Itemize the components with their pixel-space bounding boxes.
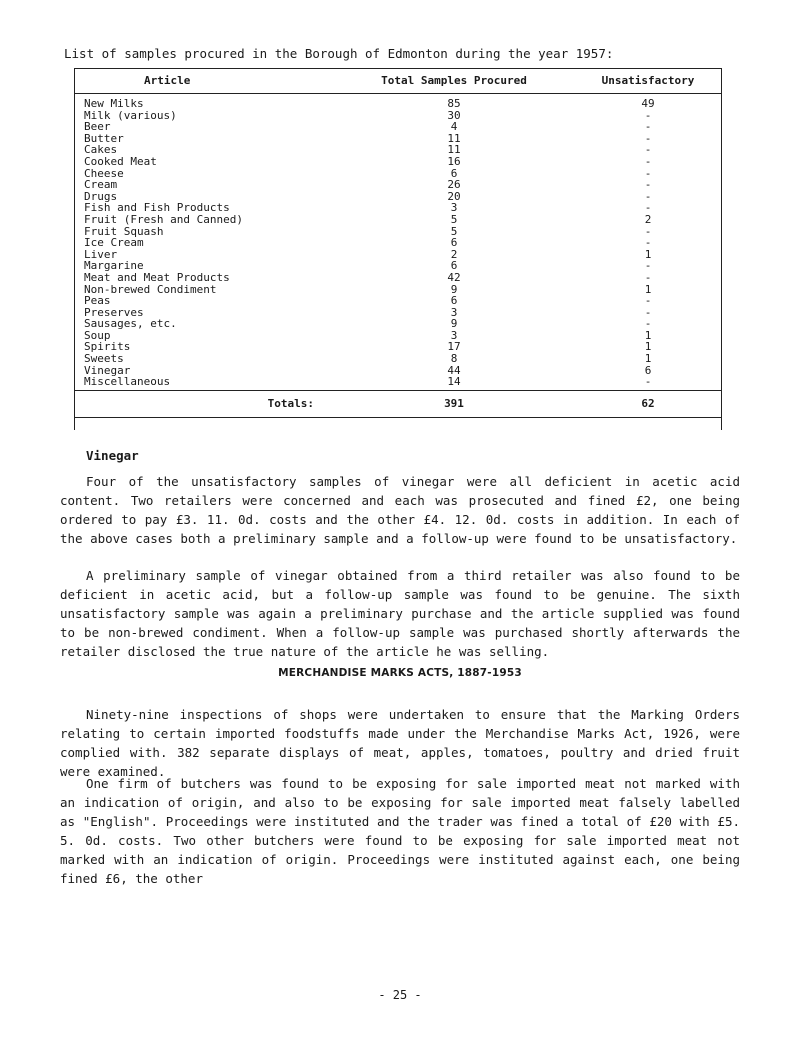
cell-unsatisfactory: - xyxy=(644,178,652,192)
cell-unsatisfactory: - xyxy=(644,270,652,284)
cell-unsatisfactory: - xyxy=(644,317,652,331)
merchandise-paragraph-1: Ninety-nine inspections of shops were undertaken to ensure that the Marking Orders relating to certain imported foodstuffs made under the Merchandise Marks Act, 1926, were complied with. 382 separate displays of meat, apples, tomatoes, poultry and dried fruit were examined. xyxy=(60,707,740,779)
table-row xyxy=(74,133,722,145)
cell-article: Fish and Fish Products xyxy=(84,201,230,215)
table-row xyxy=(74,156,722,168)
totals-label: Totals: xyxy=(74,390,334,417)
cell-unsatisfactory: 1 xyxy=(644,247,652,261)
cell-article: Soup xyxy=(84,328,111,342)
cell-unsatisfactory: - xyxy=(644,224,652,238)
cell-unsatisfactory: 6 xyxy=(644,363,652,377)
cell-total: 14 xyxy=(447,375,461,389)
table-header-row xyxy=(74,69,722,94)
table-row xyxy=(74,144,722,156)
cell-unsatisfactory: - xyxy=(644,120,652,134)
cell-unsatisfactory: - xyxy=(644,294,652,308)
table-row xyxy=(74,214,722,226)
cell-article: Cakes xyxy=(84,143,118,157)
cell-total: 5 xyxy=(450,224,458,238)
cell-total: 6 xyxy=(450,259,458,273)
header-total: Total Samples Procured xyxy=(334,69,574,94)
table-row xyxy=(74,376,722,390)
table-row xyxy=(74,249,722,261)
cell-total: 9 xyxy=(450,282,458,296)
cell-article: Milk (various) xyxy=(84,108,177,122)
cell-unsatisfactory: 2 xyxy=(644,212,652,226)
cell-article: Preserves xyxy=(84,305,144,319)
cell-unsatisfactory: - xyxy=(644,131,652,145)
totals-unsatisfactory: 62 xyxy=(574,390,722,417)
cell-article: Fruit (Fresh and Canned) xyxy=(84,212,243,226)
vinegar-paragraph-2: A preliminary sample of vinegar obtained from a third retailer was also found to be deficient in acetic acid, but a follow-up sample was found to be genuine. The sixth unsatisfactory sample was again a preliminary purchase and the article supplied was found to be non-brewed condiment. When a follow-up sample was purchased shortly afterwards the retailer disclosed the true nature of the article he was selling. xyxy=(60,568,740,659)
table-row xyxy=(74,168,722,180)
cell-article: Cheese xyxy=(84,166,124,180)
table-row xyxy=(74,353,722,365)
cell-article: Meat and Meat Products xyxy=(84,270,230,284)
cell-unsatisfactory: - xyxy=(644,154,652,168)
cell-article: New Milks xyxy=(84,97,144,110)
cell-total: 6 xyxy=(450,294,458,308)
cell-unsatisfactory: - xyxy=(644,143,652,157)
cell-total: 85 xyxy=(447,97,461,110)
cell-article: Peas xyxy=(84,294,111,308)
cell-total: 44 xyxy=(447,363,461,377)
merchandise-heading: MERCHANDISE MARKS ACTS, 1887-1953 xyxy=(278,667,522,679)
cell-unsatisfactory: - xyxy=(644,259,652,273)
intro-line: List of samples procured in the Borough of Edmonton during the year 1957: xyxy=(64,46,614,61)
table-row xyxy=(74,272,722,284)
cell-unsatisfactory: - xyxy=(644,201,652,215)
cell-total: 3 xyxy=(450,305,458,319)
cell-article: Cooked Meat xyxy=(84,154,157,168)
table-row xyxy=(74,295,722,307)
cell-article: Butter xyxy=(84,131,124,145)
cell-total: 8 xyxy=(450,352,458,366)
samples-table xyxy=(74,68,722,418)
cell-article: Liver xyxy=(84,247,118,261)
cell-unsatisfactory: 1 xyxy=(644,328,652,342)
header-article: Article xyxy=(74,69,334,94)
cell-total: 30 xyxy=(447,108,461,122)
table-row xyxy=(74,179,722,191)
cell-article: Margarine xyxy=(84,259,144,273)
cell-unsatisfactory: - xyxy=(644,305,652,319)
cell-unsatisfactory: - xyxy=(644,166,652,180)
cell-article: Spirits xyxy=(84,340,131,354)
cell-unsatisfactory: - xyxy=(644,375,652,389)
cell-article: Sausages, etc. xyxy=(84,317,177,331)
table-row xyxy=(74,365,722,377)
cell-total: 6 xyxy=(450,166,458,180)
table-row xyxy=(74,237,722,249)
table-row xyxy=(74,318,722,330)
cell-unsatisfactory: - xyxy=(644,189,652,203)
cell-article: Vinegar xyxy=(84,363,131,377)
cell-unsatisfactory: - xyxy=(644,236,652,250)
cell-total: 3 xyxy=(450,201,458,215)
cell-total: 9 xyxy=(450,317,458,331)
cell-article: Fruit Squash xyxy=(84,224,164,238)
merchandise-paragraph-2: One firm of butchers was found to be exposing for sale imported meat not marked with an indication of origin, and also to be exposing for sale imported meat falsely labelled as "English". Proceedings were instituted and the trader was fined a total of £20 with £5. 5. 0d. costs. Two other butchers were found to be exposing for sale imported meat not marked with an indication of origin. Proceedings were instituted against each, one being fined £6, the other xyxy=(60,776,740,886)
cell-total: 16 xyxy=(447,154,461,168)
cell-total: 11 xyxy=(447,131,461,145)
cell-article: Sweets xyxy=(84,352,124,366)
cell-total: 2 xyxy=(450,247,458,261)
cell-unsatisfactory: 1 xyxy=(644,352,652,366)
cell-unsatisfactory: 49 xyxy=(641,97,655,110)
vinegar-heading: Vinegar xyxy=(86,448,139,463)
cell-article: Non-brewed Condiment xyxy=(84,282,217,296)
header-unsatisfactory: Unsatisfactory xyxy=(574,69,722,94)
cell-total: 4 xyxy=(450,120,458,134)
table-row xyxy=(74,330,722,342)
cell-article: Drugs xyxy=(84,189,118,203)
cell-total: 5 xyxy=(450,212,458,226)
cell-total: 11 xyxy=(447,143,461,157)
cell-total: 6 xyxy=(450,236,458,250)
totals-samples: 391 xyxy=(334,390,574,417)
cell-total: 20 xyxy=(447,189,461,203)
cell-unsatisfactory: 1 xyxy=(644,282,652,296)
cell-article: Ice Cream xyxy=(84,236,144,250)
cell-article: Beer xyxy=(84,120,111,134)
cell-total: 42 xyxy=(447,270,461,284)
table-row xyxy=(74,94,722,110)
totals-row xyxy=(74,390,722,417)
cell-unsatisfactory: 1 xyxy=(644,340,652,354)
vinegar-paragraph-1: Four of the unsatisfactory samples of vinegar were all deficient in acetic acid content. Two retailers were concerned and each was prosecuted and fined £2, one being ordered to pay £3. 11. 0d. costs and the other £4. 12. 0d. costs in addition. In each of the above cases both a preliminary sample and a follow-up were found to be unsatisfactory. xyxy=(60,474,740,546)
table-row xyxy=(74,110,722,122)
cell-article: Cream xyxy=(84,178,118,192)
cell-total: 26 xyxy=(447,178,461,192)
cell-total: 3 xyxy=(450,328,458,342)
cell-total: 17 xyxy=(447,340,461,354)
table-row xyxy=(74,341,722,353)
cell-unsatisfactory: - xyxy=(644,108,652,122)
page-number: - 25 - xyxy=(378,988,422,1002)
table-row xyxy=(74,226,722,238)
table-row xyxy=(74,284,722,296)
cell-article: Miscellaneous xyxy=(84,375,171,389)
table-row xyxy=(74,121,722,133)
